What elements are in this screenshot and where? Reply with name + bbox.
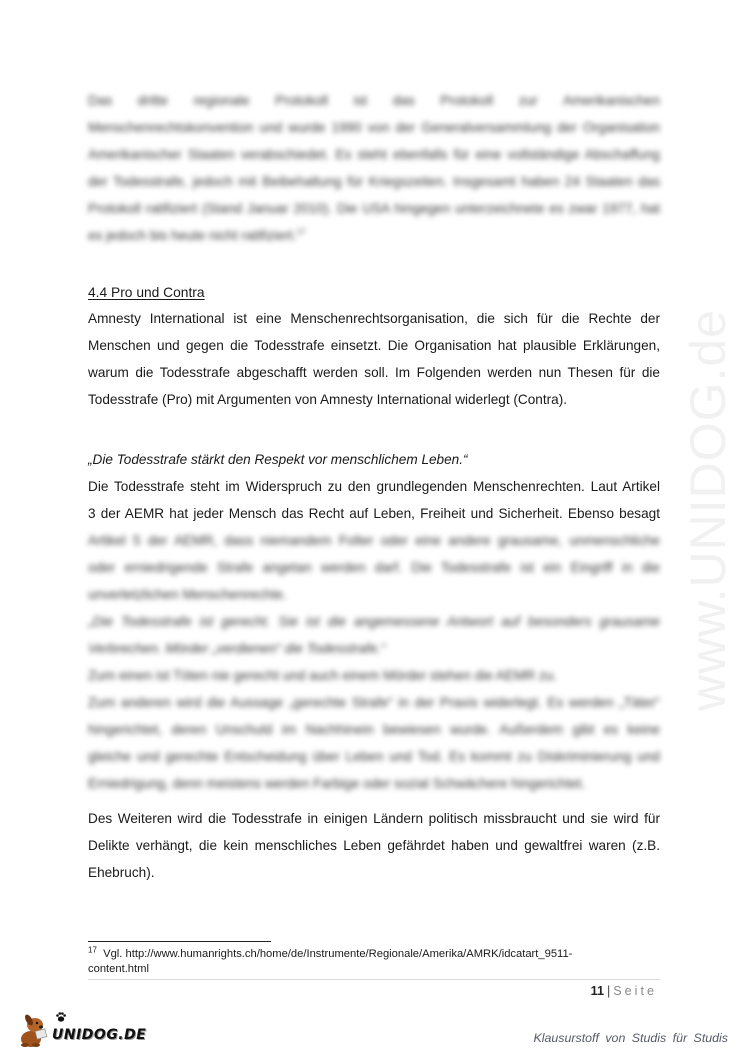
paragraph-line: Ehebruch). (88, 865, 155, 880)
thesis-line: „Die Todesstrafe ist gerecht. Sie ist die angemessene Antwort auf besonders grausame (88, 614, 660, 629)
paragraph-line: Amerikanischer Staaten verabschiedet. Es steht ebenfalls für eine vollständige Abschaffung (88, 147, 660, 162)
footnote-link[interactable]: Vgl. http://www.humanrights.ch/home/de/Instrumente/Regionale/Amerika/AMRK/idcatart_9511- (103, 948, 573, 960)
logo-text: UNIDOG.DE (52, 1027, 147, 1043)
footer-separator (88, 979, 660, 980)
footnote-link-continued[interactable]: content.html (88, 963, 149, 975)
paragraph-line: gleiche und gerechte Entscheidung über Leben und Tod. Es kommt zu Diskriminierung und (88, 749, 660, 764)
paragraph-protocol-blurred (88, 87, 660, 249)
paragraph-closing (88, 805, 660, 886)
paragraph-line: Des Weiteren wird die Todesstrafe in einigen Ländern politisch missbraucht und sie wird für (88, 811, 660, 826)
paragraph-intro (88, 305, 660, 413)
word: das (392, 93, 415, 108)
paragraph-line: Zum einen ist Töten nie gerecht und auch einem Mörder stehen die AEMR zu. (88, 668, 557, 683)
paragraph-line: warum die Todesstrafe abgeschafft werden soll. Im Folgenden werden nun Thesen für die (88, 365, 660, 380)
word: Amerikanischen (563, 93, 660, 108)
paragraph-line: Protokoll ratifiziert (Stand Januar 2010). Die USA hingegen unterzeichnete es zwar 1977, hat (88, 201, 660, 216)
paragraph-argument-1 (88, 473, 660, 527)
word: ist (353, 93, 368, 108)
thesis-quote (88, 446, 660, 473)
paragraph-line: Delikte verhängt, die kein menschliches Leben gefährdet haben und gewaltfrei waren (z.B. (88, 838, 660, 853)
dog-mascot-icon (16, 1012, 50, 1048)
footnote-reference: 17 (296, 227, 306, 237)
watermark: www.UNIDOG.de (680, 309, 736, 711)
paragraph-line: Menschen und gegen die Todesstrafe einsetzt. Die Organisation hat plausible Erklärungen, (88, 338, 660, 353)
word: zur (518, 93, 538, 108)
paragraph-line-1 (88, 87, 660, 114)
tagline: Klausurstoff von Studis für Studis (533, 1031, 728, 1045)
blurred-section (88, 527, 660, 797)
page-number-value: 11 (590, 984, 604, 998)
paragraph-line: 3 der AEMR hat jeder Mensch das Recht auf Leben, Freiheit und Sicherheit. Ebenso besagt (88, 506, 660, 521)
page-number-separator: | (607, 984, 611, 998)
paragraph-line: oder erniedrigende Strafe angetan werden darf. Die Todesstrafe ist ein Eingriff in die (88, 560, 660, 575)
word: regionale (193, 93, 250, 108)
page-label: Seite (613, 984, 657, 998)
paragraph-line: Artikel 5 der AEMR, dass niemandem Folter oder eine andere grausame, unmenschliche (88, 533, 660, 548)
footnote-separator (88, 941, 271, 942)
footnote-number: 17 (88, 945, 97, 955)
page-number (591, 983, 657, 999)
word: dritte (137, 93, 168, 108)
paragraph-line: Menschenrechtskonvention und wurde 1990 von der Generalversammlung der Organisation (88, 120, 660, 135)
paragraph-line: Die Todesstrafe steht im Widerspruch zu den grundlegenden Menschenrechten. Laut Artikel (88, 479, 660, 494)
paragraph-line: der Todesstrafe, jedoch mit Beibehaltung für Kriegszeiten. Insgesamt haben 24 Staaten das (88, 174, 660, 189)
paragraph-line: Zum anderen wird die Aussage „gerechte Strafe“ in der Praxis widerlegt. Es werden „Täter“ (88, 695, 660, 710)
unidog-logo[interactable] (16, 1012, 146, 1048)
paragraph-line-last (88, 222, 660, 249)
thesis-line: Verbrechen. Mörder „verdienen“ die Todesstrafe.“ (88, 641, 386, 656)
paragraph-line: Todesstrafe (Pro) mit Argumenten von Amnesty International widerlegt (Contra). (88, 392, 568, 407)
word: Das (88, 93, 113, 108)
paragraph-line: hingerichtet, deren Unschuld im Nachhinein bewiesen wurde. Außerdem gibt es keine (88, 722, 660, 737)
word: Protokoll (275, 93, 328, 108)
paragraph-line: Erniedrigung, denn meistens werden Farbige oder sozial Schwächere hingerichtet. (88, 776, 586, 791)
paw-icon (55, 1011, 67, 1023)
paragraph-line: Amnesty International ist eine Menschenrechtsorganisation, die sich für die Rechte der (88, 311, 660, 326)
word: Protokoll (440, 93, 494, 108)
paragraph-line-text: es jedoch bis heute nicht ratifiziert. (88, 228, 297, 243)
section-heading: 4.4 Pro und Contra (88, 285, 205, 300)
thesis-text: „Die Todesstrafe stärkt den Respekt vor menschlichem Leben.“ (88, 452, 468, 467)
paragraph-line: unverletzlichen Menschenrechte. (88, 587, 287, 602)
footnote (88, 947, 668, 977)
